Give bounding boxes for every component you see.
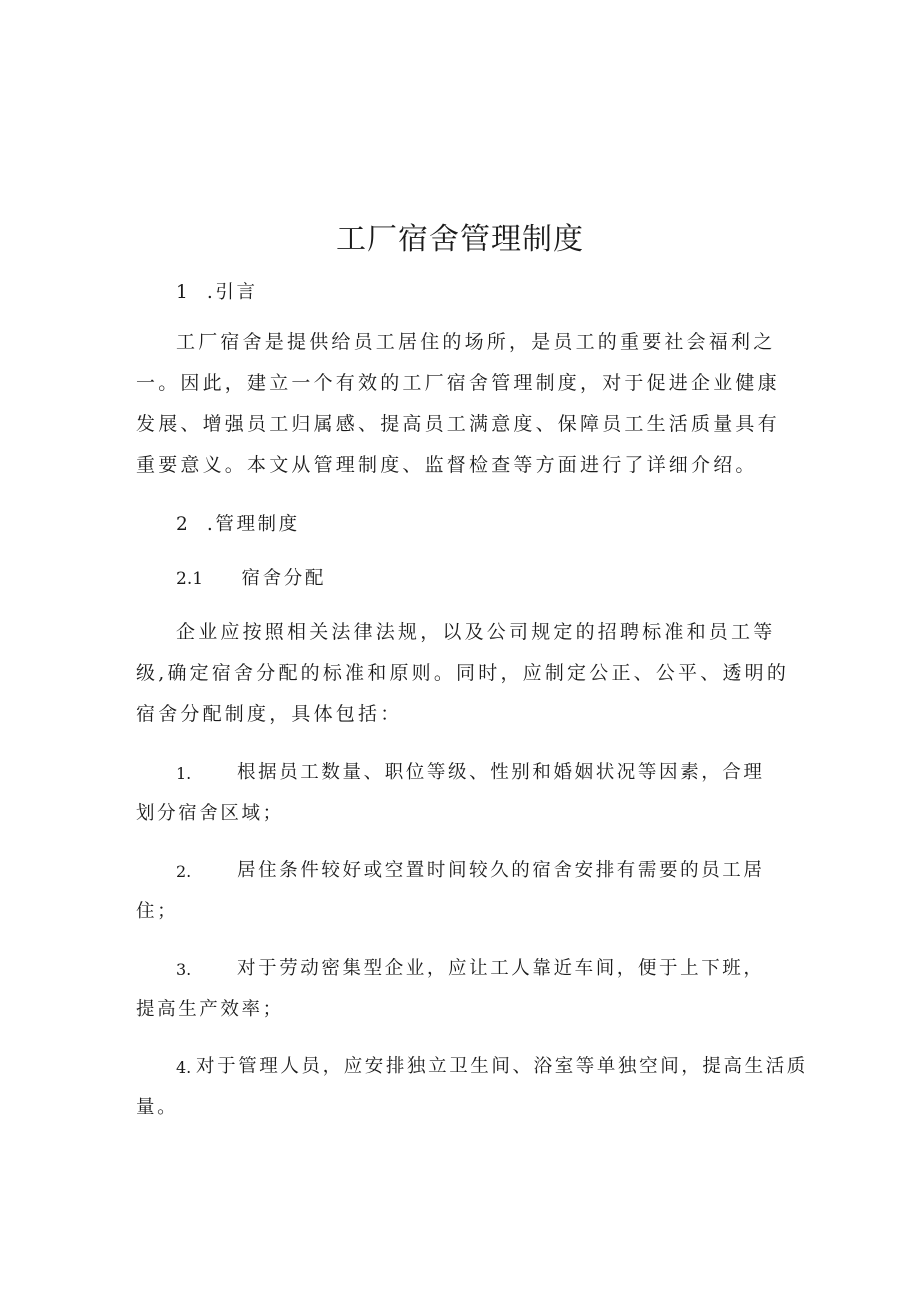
section-2-heading: [176, 516, 300, 535]
list-item-3-line-1: 对于劳动密集型企业，应让工人靠近车间，便于上下班，: [237, 958, 765, 979]
section-2-title: .管理制度: [206, 514, 300, 535]
list-item-1-number: 1.: [176, 764, 192, 783]
list-item-3-line-2: 提高生产效率；: [136, 999, 284, 1020]
subsection-2-1-title: 宿舍分配: [241, 568, 326, 589]
section-1-title: .引言: [206, 282, 258, 303]
section-2-number: 2: [176, 514, 191, 535]
list-item-1-line-2: 划分宿舍区域；: [136, 803, 284, 824]
section-1-heading: [176, 284, 258, 303]
section-1-number: 1: [176, 282, 191, 303]
document-title: 工厂宿舍管理制度: [336, 222, 584, 257]
list-item-1-line-1: 根据员工数量、职位等级、性别和婚姻状况等因素，合理: [237, 762, 765, 783]
section-2-paragraph: 企业应按照相关法律法规，以及公司规定的招聘标准和员工等级,确定宿舍分配的标准和原则。同时，应制定公正、公平、透明的宿舍分配制度，具体包括：: [136, 621, 790, 725]
list-item-3-number: 3.: [176, 960, 192, 979]
list-item-4-line-1: 对于管理人员，应安排独立卫生间、浴室等单独空间，提高生活质: [196, 1056, 808, 1077]
subsection-2-1-number: 2.1: [176, 569, 204, 589]
list-item-4-number: 4.: [176, 1058, 192, 1077]
list-item-2-line-2: 住；: [136, 901, 179, 922]
list-item-2-number: 2.: [176, 862, 192, 881]
subsection-2-1-heading: [176, 570, 326, 589]
list-item-2-line-1: 居住条件较好或空置时间较久的宿舍安排有需要的员工居: [237, 860, 765, 881]
list-item-4-line-2: 量。: [136, 1097, 179, 1118]
section-1-paragraph: 工厂宿舍是提供给员工居住的场所，是员工的重要社会福利之一。因此，建立一个有效的工厂宿舍管理制度，对于促进企业健康发展、增强员工归属感、提高员工满意度、保障员工生活质量具有重要意义。本文从管理制度、监督检查等方面进行了详细介绍。: [136, 331, 780, 476]
